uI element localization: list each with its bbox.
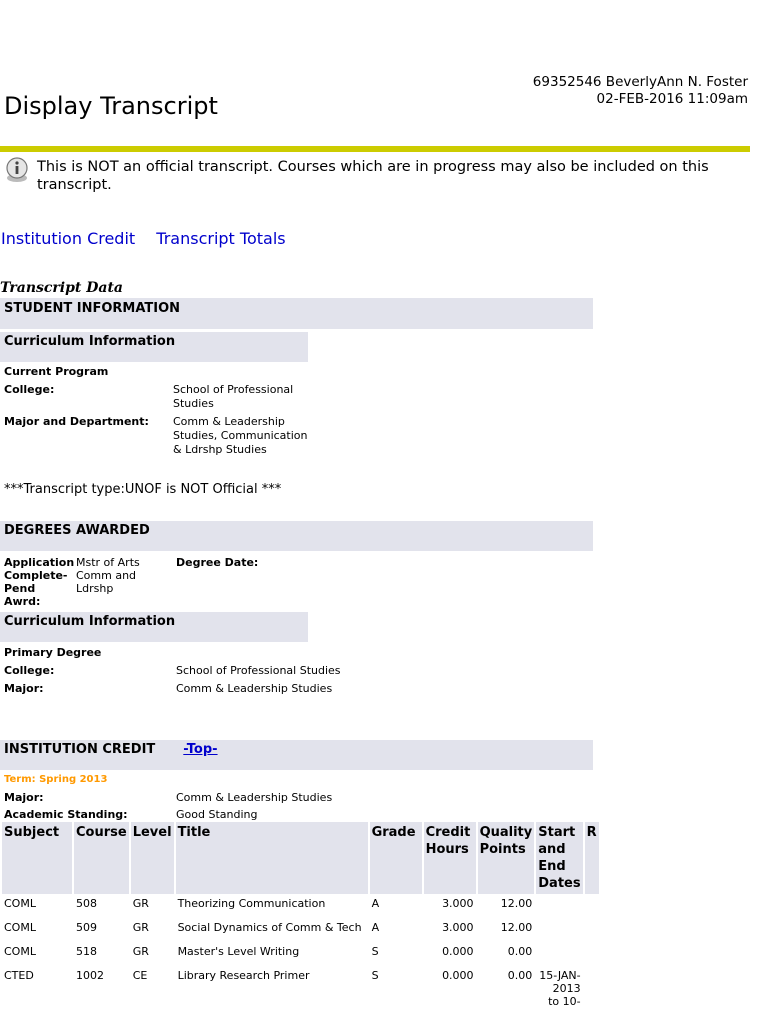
cell-level: GR: [132, 945, 149, 958]
cell-credit-hours: 0.000: [442, 945, 474, 958]
table-row: [2, 966, 599, 1008]
user-id-name: 69352546 BeverlyAnn N. Foster: [532, 74, 748, 90]
top-link[interactable]: -Top-: [183, 742, 218, 757]
table-row: [2, 894, 599, 918]
cell-quality-points: 12.00: [500, 921, 533, 934]
cell-subject: COML: [4, 921, 36, 934]
cell-course: 508: [76, 897, 97, 910]
college-value: School of Professional Studies: [173, 383, 294, 410]
cell-quality-points: 0.00: [507, 945, 533, 958]
col-grade: Grade: [370, 822, 422, 894]
cell-subject: COML: [4, 945, 36, 958]
cell-subject: COML: [4, 897, 36, 910]
academic-standing-label: Academic Standing:: [4, 808, 128, 821]
term-major-value: Comm & Leadership Studies: [176, 791, 333, 804]
transcript-type-note: ***Transcript type:UNOF is NOT Official ***: [4, 482, 282, 497]
institution-credit-title: INSTITUTION CREDIT: [4, 742, 156, 757]
cell-r: [585, 966, 599, 1008]
major-department-label: Major and Department:: [4, 415, 149, 428]
degree-major-value: Comm & Leadership Studies: [176, 682, 333, 695]
cell-dates: [536, 918, 582, 942]
col-credit-hours: Credit Hours: [424, 822, 476, 894]
cell-grade: A: [371, 921, 380, 934]
student-information-header: STUDENT INFORMATION: [0, 298, 593, 329]
col-quality-points: Quality Points: [478, 822, 535, 894]
cell-subject: CTED: [4, 969, 34, 982]
unofficial-notice: This is NOT an official transcript. Courses which are in progress may also be included on this transcript.: [37, 159, 709, 193]
cell-r: [585, 894, 599, 918]
college-label: College:: [4, 383, 55, 396]
curriculum-information-header: Curriculum Information: [0, 332, 308, 362]
timestamp: 02-FEB-2016 11:09am: [596, 91, 748, 107]
cell-quality-points: 0.00: [507, 969, 533, 982]
table-row: [2, 942, 599, 966]
cell-dates: [536, 942, 582, 966]
page-title: Display Transcript: [4, 92, 218, 120]
cell-credit-hours: 3.000: [442, 921, 474, 934]
academic-standing-value: Good Standing: [176, 808, 258, 821]
degree-curriculum-header: Curriculum Information: [0, 612, 308, 642]
cell-r: [585, 942, 599, 966]
degrees-awarded-header: DEGREES AWARDED: [0, 521, 593, 551]
user-info: [533, 74, 748, 108]
col-title: Title: [176, 822, 368, 894]
current-program-label: Current Program: [4, 365, 109, 378]
primary-degree-label: Primary Degree: [4, 646, 102, 659]
col-start-end-dates: Start and End Dates: [536, 822, 582, 894]
cell-title: Social Dynamics of Comm & Tech: [177, 921, 362, 934]
cell-level: GR: [132, 921, 149, 934]
cell-grade: S: [371, 945, 379, 958]
course-table: [0, 822, 601, 1008]
cell-course: 1002: [76, 969, 104, 982]
col-course: Course: [74, 822, 129, 894]
course-table-header: [2, 822, 599, 894]
cell-grade: A: [371, 897, 380, 910]
transcript-totals-link[interactable]: Transcript Totals: [156, 229, 286, 248]
degree-college-label: College:: [4, 664, 55, 677]
term-major-label: Major:: [4, 791, 44, 804]
cell-credit-hours: 0.000: [442, 969, 474, 982]
cell-quality-points: 12.00: [500, 897, 533, 910]
cell-title: Library Research Primer: [177, 969, 310, 982]
institution-credit-link[interactable]: Institution Credit: [1, 229, 136, 248]
cell-course: 518: [76, 945, 97, 958]
col-subject: Subject: [2, 822, 72, 894]
cell-credit-hours: 3.000: [442, 897, 474, 910]
table-row: [2, 918, 599, 942]
degree-status-label: Application Complete-Pend Awrd:: [4, 556, 75, 608]
term-label: Term: Spring 2013: [4, 774, 108, 785]
section-links: [1, 229, 302, 248]
cell-dates: [536, 894, 582, 918]
transcript-data-caption: Transcript Data: [0, 280, 124, 296]
cell-title: Master's Level Writing: [177, 945, 300, 958]
col-level: Level: [131, 822, 174, 894]
degree-date-label: Degree Date:: [176, 556, 259, 569]
degree-status-value: Mstr of Arts Comm and Ldrshp: [76, 556, 140, 595]
cell-grade: S: [371, 969, 379, 982]
cell-level: CE: [132, 969, 148, 982]
cell-title: Theorizing Communication: [177, 897, 326, 910]
institution-credit-header: [0, 740, 593, 770]
cell-dates: 15-JAN-2013 to 10-: [539, 969, 581, 1008]
degree-college-value: School of Professional Studies: [176, 664, 341, 677]
major-department-value: Comm & Leadership Studies, Communication & Ldrshp Studies: [173, 415, 308, 456]
cell-course: 509: [76, 921, 97, 934]
cell-level: GR: [132, 897, 149, 910]
col-r: R: [585, 822, 599, 894]
info-icon: [3, 156, 31, 184]
cell-r: [585, 918, 599, 942]
header-divider: [0, 146, 750, 152]
degree-major-label: Major:: [4, 682, 44, 695]
